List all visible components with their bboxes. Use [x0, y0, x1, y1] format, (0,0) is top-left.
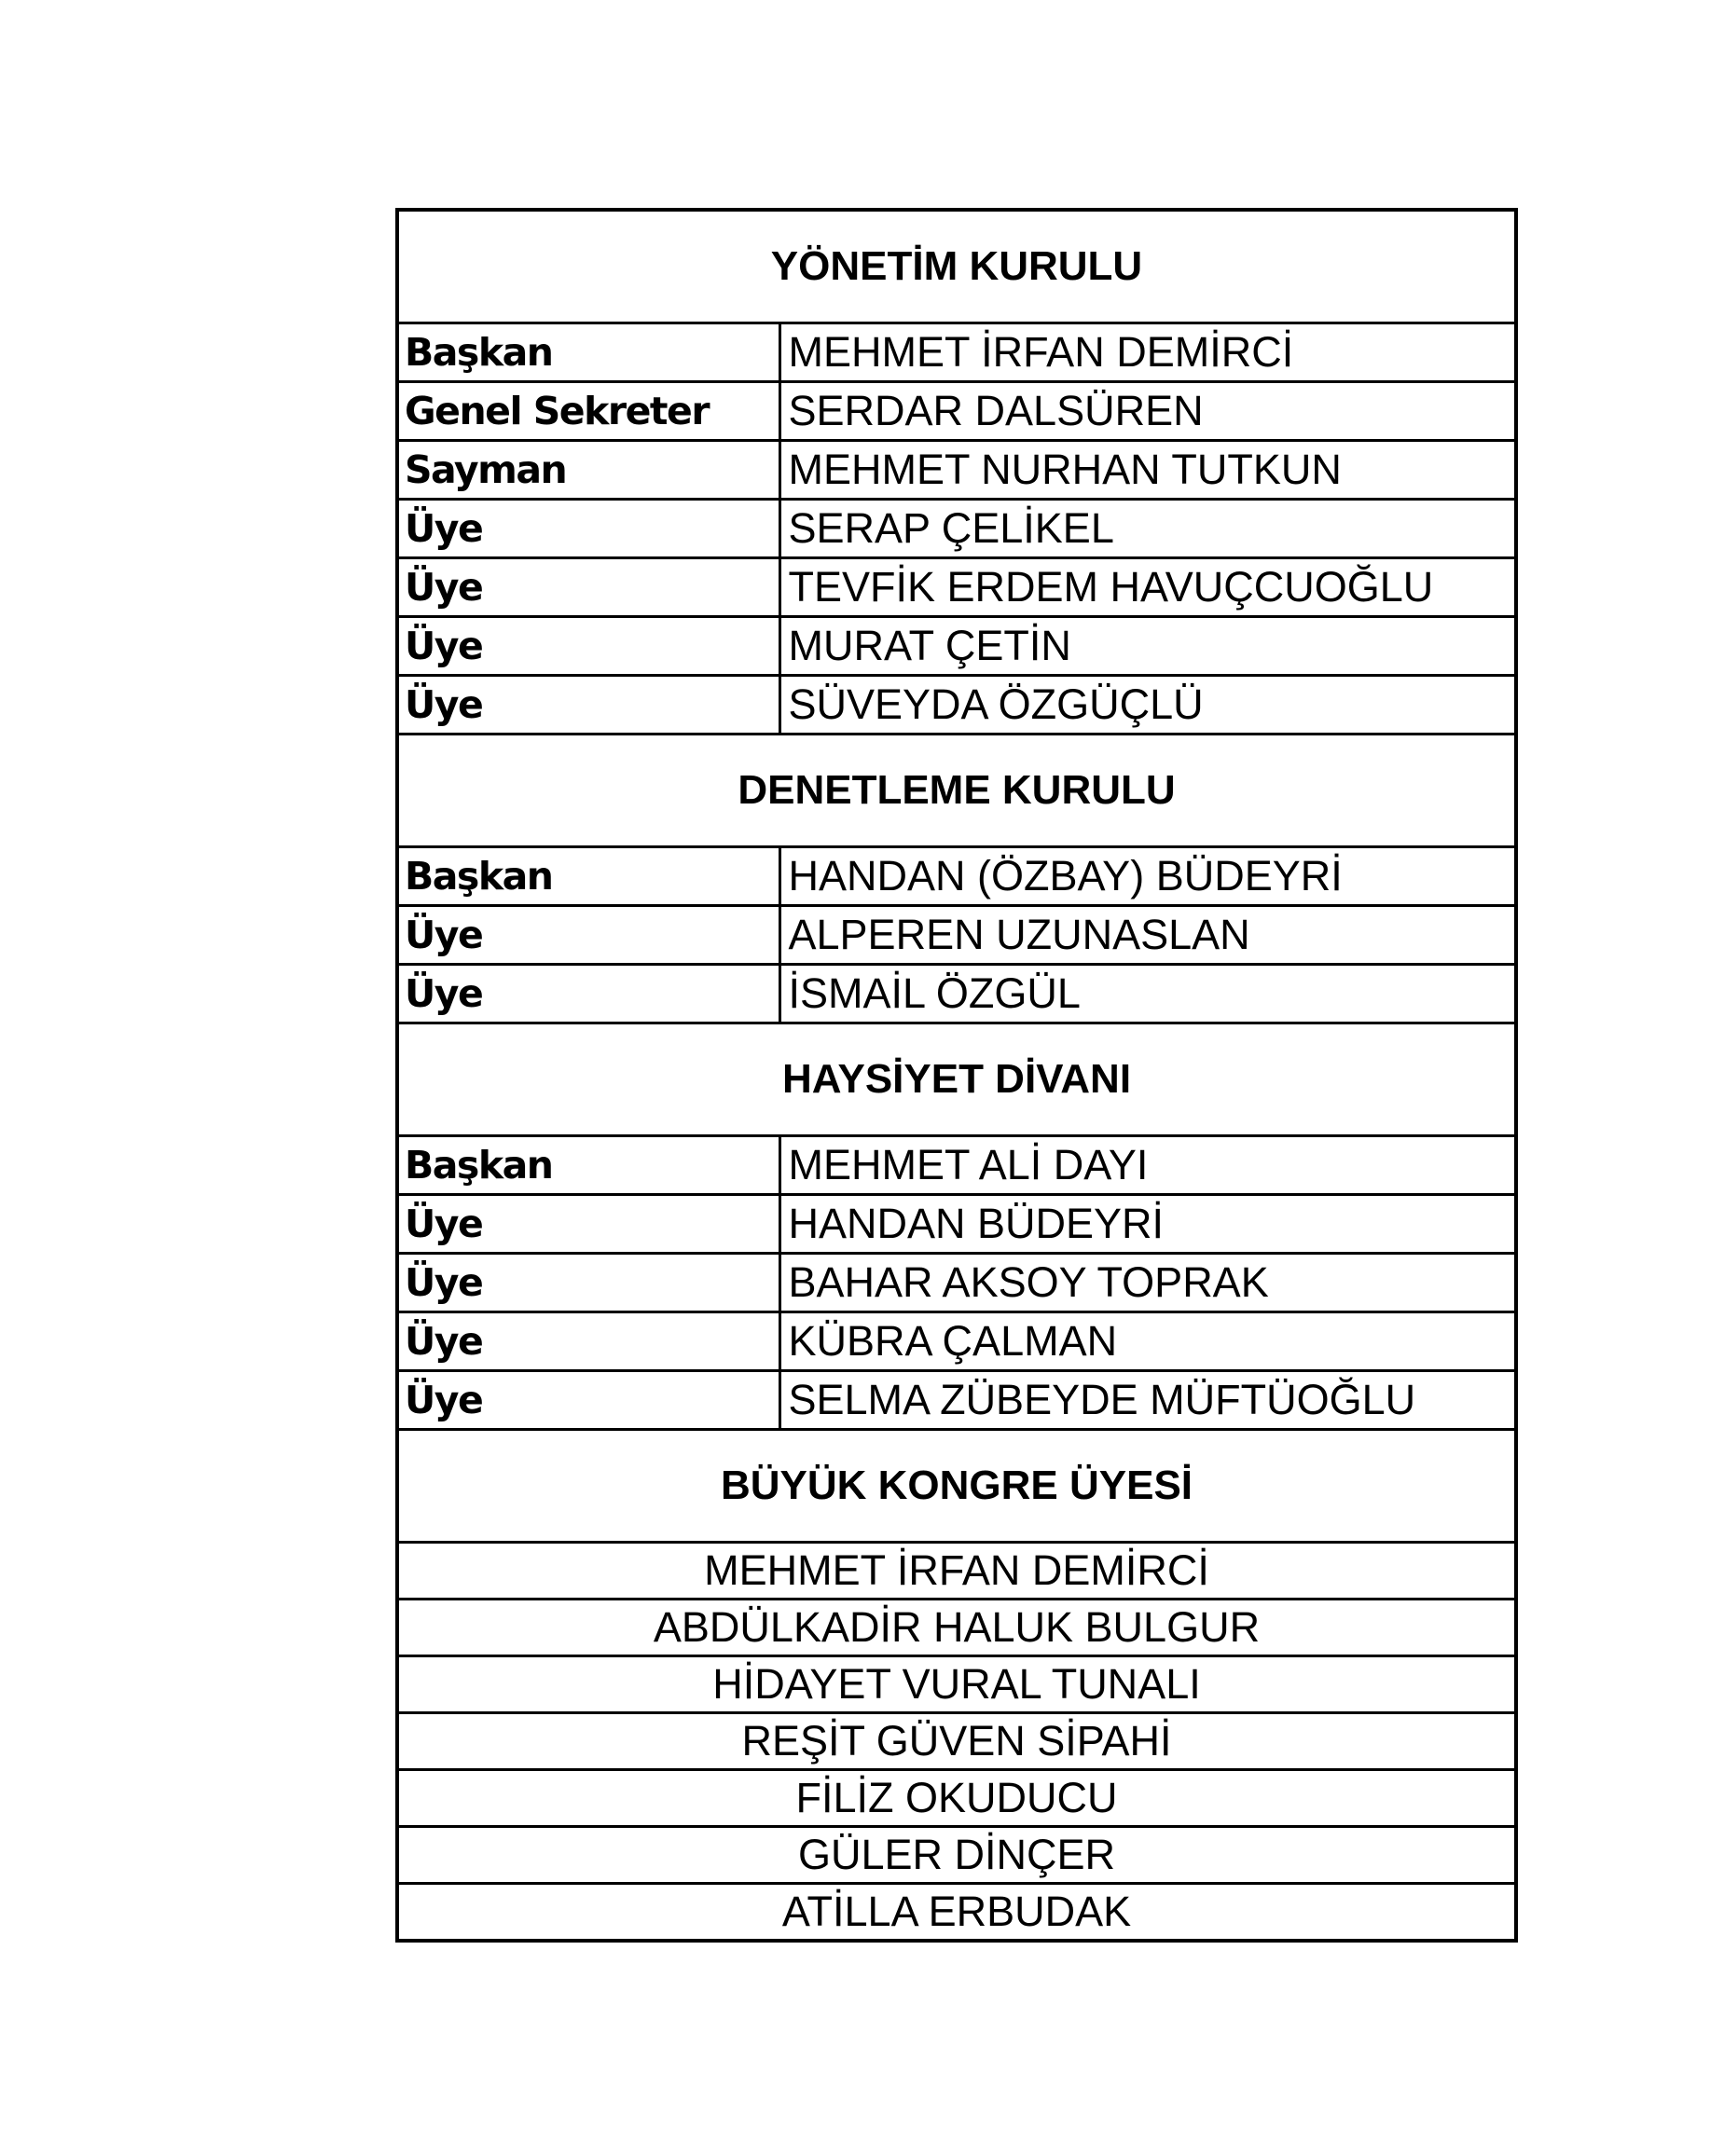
congress-member-name: REŞİT GÜVEN SİPAHİ — [397, 1713, 1516, 1770]
congress-member-row — [397, 1713, 1516, 1770]
member-name: SERAP ÇELİKEL — [779, 500, 1516, 558]
member-name: İSMAİL ÖZGÜL — [779, 965, 1516, 1023]
member-role: Başkan — [397, 1136, 779, 1195]
member-role: Üye — [397, 1195, 779, 1254]
member-name: SÜVEYDA ÖZGÜÇLÜ — [779, 676, 1516, 735]
congress-member-row — [397, 1884, 1516, 1942]
member-role: Üye — [397, 1371, 779, 1430]
section-header-row — [397, 1023, 1516, 1136]
member-row — [397, 1254, 1516, 1312]
section-header-row — [397, 210, 1516, 323]
member-name: MEHMET ALİ DAYI — [779, 1136, 1516, 1195]
section-title-denetleme-kurulu: DENETLEME KURULU — [397, 735, 1516, 847]
member-row — [397, 965, 1516, 1023]
member-row — [397, 382, 1516, 441]
member-role: Üye — [397, 676, 779, 735]
member-row — [397, 1312, 1516, 1371]
member-row — [397, 323, 1516, 382]
member-role: Üye — [397, 617, 779, 676]
congress-member-row — [397, 1656, 1516, 1713]
member-role: Üye — [397, 500, 779, 558]
congress-member-name: FİLİZ OKUDUCU — [397, 1770, 1516, 1827]
member-row — [397, 676, 1516, 735]
member-name: HANDAN (ÖZBAY) BÜDEYRİ — [779, 847, 1516, 906]
member-row — [397, 558, 1516, 617]
member-name: ALPEREN UZUNASLAN — [779, 906, 1516, 965]
member-role: Genel Sekreter — [397, 382, 779, 441]
section-header-row — [397, 1430, 1516, 1543]
member-row — [397, 500, 1516, 558]
congress-member-row — [397, 1770, 1516, 1827]
member-row — [397, 1371, 1516, 1430]
congress-member-name: ATİLLA ERBUDAK — [397, 1884, 1516, 1942]
member-role: Başkan — [397, 323, 779, 382]
member-name: TEVFİK ERDEM HAVUÇCUOĞLU — [779, 558, 1516, 617]
member-role: Başkan — [397, 847, 779, 906]
member-name: SELMA ZÜBEYDE MÜFTÜOĞLU — [779, 1371, 1516, 1430]
board-members-table — [395, 208, 1518, 1943]
member-name: KÜBRA ÇALMAN — [779, 1312, 1516, 1371]
member-name: SERDAR DALSÜREN — [779, 382, 1516, 441]
member-name: BAHAR AKSOY TOPRAK — [779, 1254, 1516, 1312]
member-row — [397, 906, 1516, 965]
member-row — [397, 617, 1516, 676]
member-role: Üye — [397, 906, 779, 965]
member-role: Üye — [397, 1254, 779, 1312]
section-title-haysiyet-divani: HAYSİYET DİVANI — [397, 1023, 1516, 1136]
congress-member-name: GÜLER DİNÇER — [397, 1827, 1516, 1884]
section-title-yonetim-kurulu: YÖNETİM KURULU — [397, 210, 1516, 323]
congress-member-row — [397, 1543, 1516, 1600]
member-name: HANDAN BÜDEYRİ — [779, 1195, 1516, 1254]
congress-member-row — [397, 1827, 1516, 1884]
congress-member-name: ABDÜLKADİR HALUK BULGUR — [397, 1600, 1516, 1656]
member-row — [397, 441, 1516, 500]
congress-member-row — [397, 1600, 1516, 1656]
congress-member-name: MEHMET İRFAN DEMİRCİ — [397, 1543, 1516, 1600]
member-row — [397, 847, 1516, 906]
member-name: MEHMET İRFAN DEMİRCİ — [779, 323, 1516, 382]
member-role: Üye — [397, 558, 779, 617]
member-row — [397, 1195, 1516, 1254]
member-name: MEHMET NURHAN TUTKUN — [779, 441, 1516, 500]
member-role: Sayman — [397, 441, 779, 500]
member-role: Üye — [397, 965, 779, 1023]
section-title-buyuk-kongre-uyesi: BÜYÜK KONGRE ÜYESİ — [397, 1430, 1516, 1543]
section-header-row — [397, 735, 1516, 847]
member-role: Üye — [397, 1312, 779, 1371]
member-name: MURAT ÇETİN — [779, 617, 1516, 676]
congress-member-name: HİDAYET VURAL TUNALI — [397, 1656, 1516, 1713]
member-row — [397, 1136, 1516, 1195]
